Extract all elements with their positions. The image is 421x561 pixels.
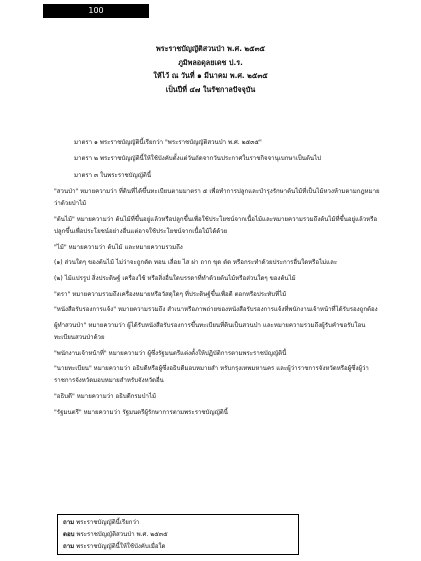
reign-year: เป็นปีที่ ๔๗ ในรัชกาลปัจจุบัน [165,84,256,94]
question-1 [63,517,293,529]
section-paragraph: มาตรา ๑ พระราชบัญญัตินี้เรียกว่า "พระราชบัญญัติสวนป่า พ.ศ. ๒๕๓๕" [74,139,262,146]
definition-paragraph: "สวนป่า" หมายความว่า ที่ดินที่ได้ขึ้นทะเบียนตามมาตรา ๕ เพื่อทำการปลูกและบำรุงรักษาต้นไม้ที่เป็นไม้หวงห้ามตามกฎหมายว่าด้วยป่าไม้ [54,188,380,208]
question-2 [63,541,293,553]
definition-paragraph: "รัฐมนตรี" หมายความว่า รัฐมนตรีผู้รักษาการตามพระราชบัญญัตินี้ [54,408,228,416]
section-paragraph: มาตรา ๓ ในพระราชบัญญัตินี้ [74,171,152,179]
definition-paragraph: (๑) ส่วนใดๆ ของต้นไม้ ไม่ว่าจะถูกตัด ทอน เลื่อย ไส ผ่า ถาก ขุด ตัด หรือกระทำด้วยประการอื่นใดหรือไม่และ [54,259,338,267]
definition-paragraph: ผู้ทำสวนป่า" หมายความว่า ผู้ได้รับหนังสือรับรองการขึ้นทะเบียนที่ดินเป็นสวนป่า และหมายความรวมถึงผู้รับคำขอรับโอนทะเบียนสวนป่าด้วย [54,321,366,341]
question-text: พระราชบัญญัตินี้เรียกว่า [76,519,140,526]
act-title: พระราชบัญญัติสวนป่า พ.ศ. ๒๕๓๕ [156,44,265,53]
given-date: ให้ไว้ ณ วันที่ ๑ มีนาคม พ.ศ. ๒๕๓๕ [153,71,268,80]
act-body [54,137,386,422]
question-answer-box [57,514,299,555]
page-number-badge: 100 [43,4,149,18]
definition-paragraph: "นายทะเบียน" หมายความว่า อธิบดีหรือผู้ซึ่งอธิบดีมอบหมายสำ หรับกรุงเทพมหานคร และผู้ว่าราชการจังหวัดหรือผู้ซึ่งผู้ว่าราชการจังหวัดมอบหมายสำหรับจังหวัดอื่น [54,365,369,385]
definition-paragraph: "ต้นไม้" หมายความว่า ต้นไม้ที่ขึ้นอยู่แล้วหรือปลูกขึ้นเพื่อใช้ประโยชน์จากเนื้อไม้และหมายความรวมถึงต้นไม้ที่ขึ้นอยู่แล้วหรือปลูกขึ้นเพื่อประโยชน์อย่างอื่นแต่อาจใช้ประโยชน์จากเนื้อไม้ได้ด้วย [54,215,378,236]
king-name: ภูมิพลอดุลยเดช ป.ร. [178,57,243,67]
definition-paragraph: "ตรา" หมายความรวมถึงเครื่องหมายหรือวัสดุใดๆ ที่ประดิษฐ์ขึ้นเพื่อตี ตอกหรือประทับที่ไม้ [54,290,287,298]
question-text: พระราชบัญญัตินี้ให้ใช้บังคับเมื่อใด [76,543,166,550]
definition-paragraph: "ไม้" หมายความว่า ต้นไม้ และหมายความรวมถึง [54,243,183,251]
answer-label: ตอบ [63,531,75,538]
section-paragraph: มาตรา ๒ พระราชบัญญัตินี้ให้ใช้บังคับตั้งแต่วันถัดจากวันประกาศในราชกิจจานุเบกษาเป็นต้นไป [74,155,321,163]
act-header [0,42,421,96]
question-label: ถาม [63,519,75,526]
answer-text: พระราชบัญญัติสวนป่า พ.ศ. ๒๕๓๕ [76,531,168,538]
question-label: ถาม [63,543,75,550]
definition-paragraph: "หนังสือรับรองการแจ้ง" หมายความรวมถึง สำเนาหรือภาพถ่ายของหนังสือรับรองการแจ้งที่พนักงานเจ้าหน้าที่ได้รับรองถูกต้อง [54,306,378,314]
definition-paragraph: (๒) ไม้แปรรูป สิ่งประดิษฐ์ เครื่องใช้ หรือสิ่งอื่นใดบรรดาที่ทำด้วยต้นไม้หรือส่วนใดๆ ของต้นไม้ [54,274,296,282]
answer-1 [63,529,293,541]
definition-paragraph: "อธิบดี" หมายความว่า อธิบดีกรมป่าไม้ [54,392,157,400]
definition-paragraph: "พนักงานเจ้าหน้าที่" หมายความว่า ผู้ซึ่งรัฐมนตรีแต่งตั้งให้ปฏิบัติการตามพระราชบัญญัตินี้ [54,349,287,357]
